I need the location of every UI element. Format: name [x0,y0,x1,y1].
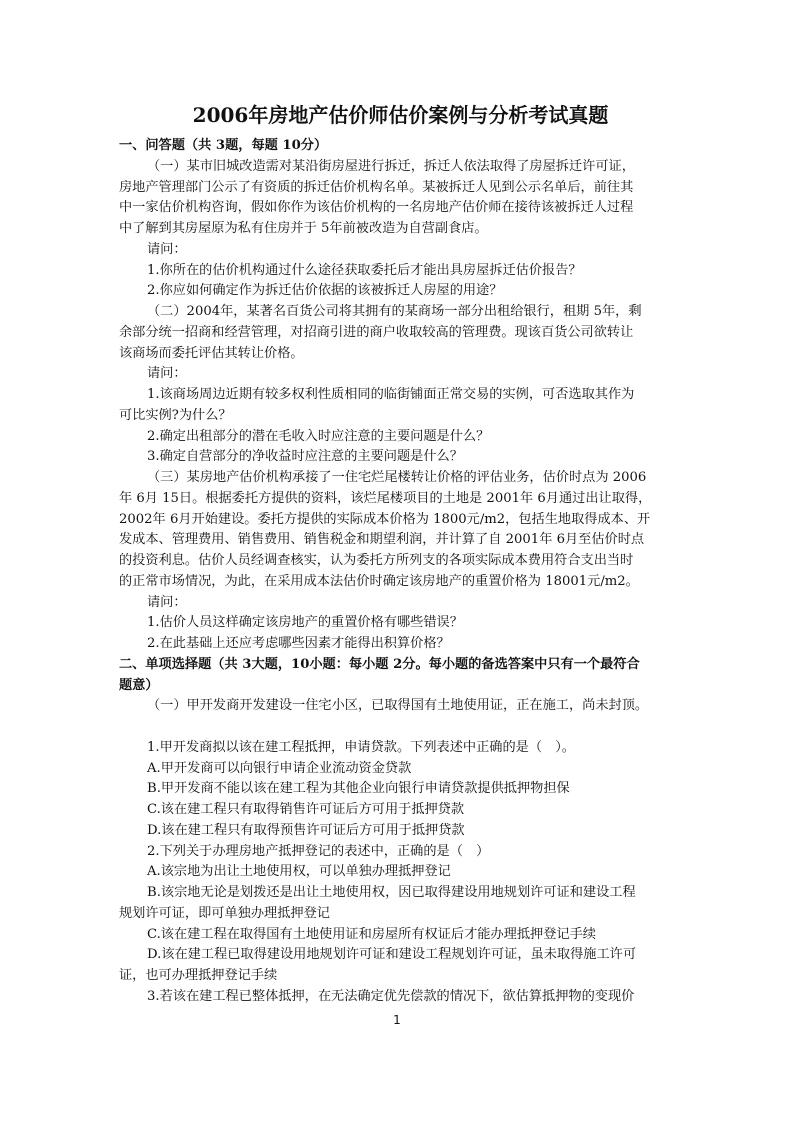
question-option: C.该在建工程只有取得销售许可证后方可用于抵押贷款 [147,802,465,817]
case1-line: 中了解到其房屋原为私有住房并于 5年前被改造为自营副食店。 [119,221,488,236]
case2-question: 2.确定出租部分的潜在毛收入时应注意的主要问题是什么？ [147,428,490,444]
section1-heading: 一、问答题（共 3题，每题 10分） [119,138,328,153]
case2-question: 1.该商场周边近期有较多权利性质相同的临街铺面正常交易的实例，可否选取其作为 [147,387,635,402]
case2-line: （二）2004年，某著名百货公司将其拥有的某商场一部分出租给银行，租期 5年，剩 [147,304,642,319]
question-option: D.该在建工程已取得建设用地规划许可证和建设工程规划许可证，虽未取得施工许可 [147,947,637,963]
case3-ask: 请问： [147,594,187,610]
question-option: A.甲开发商可以向银行申请企业流动资金贷款 [147,760,412,776]
case3-line: 发成本、管理费用、销售费用、销售税金和期望利润，并计算了自 2001年 6月至估价时点 [119,532,645,548]
case3-line: 的投资利息。估价人员经调查核实，认为委托方所列支的各项实际成本费用符合支出当时 [119,553,634,568]
question-option: B.甲开发商不能以该在建工程为其他企业向银行申请贷款提供抵押物担保 [147,781,570,797]
case3-question: 2.在此基础上还应考虑哪些因素才能得出积算价格？ [147,636,450,651]
case1-line: 中一家估价机构咨询，假如你作为该估价机构的一名房地产估价师在接待该被拆迁人过程 [119,200,634,216]
case1-line: （一）某市旧城改造需对某沿街房屋进行拆迁，拆迁人依法取得了房屋拆迁许可证， [147,158,635,174]
case3-line: 2002年 6月开始建设。委托方提供的实际成本价格为 1800元/m2，包括生地取得成本、开 [119,511,651,527]
case2-question: 可比实例?为什么？ [119,407,232,423]
question-stem: 3.若该在建工程已整体抵押，在无法确定优先偿款的情况下，欲估算抵押物的变现价 [147,988,635,1004]
case2-line: 该商场而委托评估其转让价格。 [119,345,304,361]
case1-question: 1.你所在的估价机构通过什么途径获取委托后才能出具房屋拆迁估价报告？ [147,262,582,278]
question-option: 规划许可证，即可单独办理抵押登记 [119,905,330,921]
case3-line: （三）某房地产估价机构承接了一住宅烂尾楼转让价格的评估业务，估价时点为 2006 [147,470,647,485]
question-stem: 1.甲开发商拟以该在建工程抵押，申请贷款。下列表述中正确的是（ ）。 [147,739,575,755]
page-content [119,100,682,1008]
question-option: 证，也可办理抵押登记手续 [119,968,278,983]
question-stem: 2.下列关于办理房地产抵押登记的表述中，正确的是（ ） [147,843,490,859]
case2-line: 余部分统一招商和经营管理，对招商引进的商户收取较高的管理费。现该百货公司欲转让 [119,324,634,340]
case1-line: 房地产管理部门公示了有资质的拆迁估价机构名单。某被拆迁人见到公示名单后，前往其 [119,179,634,195]
blank-line [119,717,682,738]
question-option: A.该宗地为出让土地使用权，可以单独办理抵押登记 [147,864,451,880]
question-option: C.该在建工程在取得国有土地使用证和房屋所有权证后才能办理抵押登记手续 [147,926,596,942]
section2-heading: 二、单项选择题（共 3大题，10小题：每小题 2分。每小题的备选答案中只有一个最符合 [119,656,640,672]
question-option: D.该在建工程只有取得预售许可证后方可用于抵押贷款 [147,822,465,838]
case3-question: 1.估价人员这样确定该房地产的重置价格有哪些错误？ [147,615,463,631]
page-title: 2006年房地产估价师估价案例与分析考试真题 [192,103,609,127]
section2-heading: 题意） [119,677,159,693]
page-number: 1 [393,1013,401,1027]
section2-intro: （一）甲开发商开发建设一住宅小区，已取得国有土地使用证，正在施工，尚未封顶。 [147,698,649,714]
case2-ask: 请问： [147,366,187,382]
question-option: B.该宗地无论是划拨还是出让土地使用权，因已取得建设用地规划许可证和建设工程 [147,885,636,900]
case1-question: 2.你应如何确定作为拆迁估价依据的该被拆迁人房屋的用途？ [147,283,503,299]
case1-ask: 请问： [147,241,187,257]
case3-line: 的正常市场情况，为此，在采用成本法估价时确定该房地产的重置价格为 18001元/m2。 [119,573,639,589]
case2-question: 3.确定自营部分的净收益时应注意的主要问题是什么？ [147,449,463,465]
case3-line: 年 6月 15日。根据委托方提供的资料，该烂尾楼项目的土地是 2001年 6月通过出让取得， [119,490,652,506]
